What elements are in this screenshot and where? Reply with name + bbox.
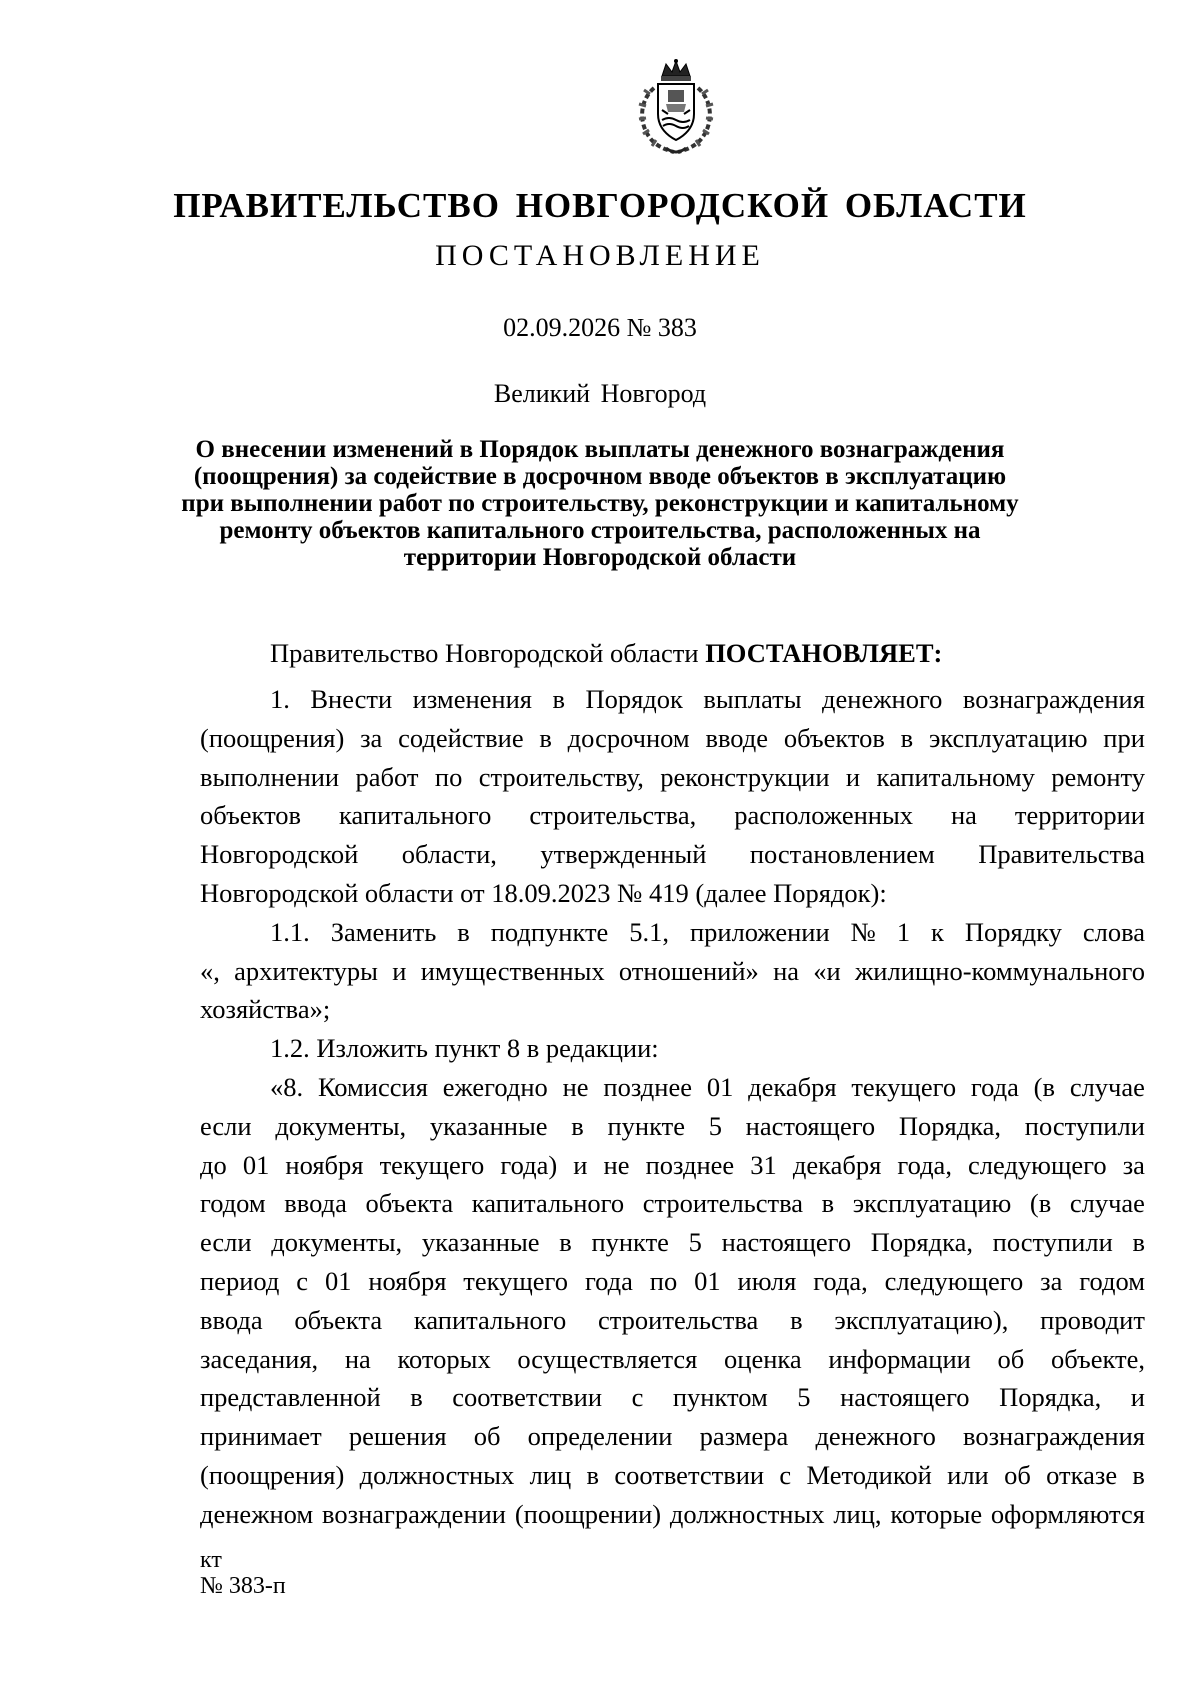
body-lines — [200, 680, 1145, 1534]
word: к — [931, 916, 944, 947]
word: декабря — [792, 1149, 882, 1180]
word: при — [1103, 722, 1145, 753]
body-line — [200, 1223, 1145, 1262]
word: № — [850, 916, 876, 947]
document-city: Великий Новгород — [493, 379, 707, 408]
word: 01 — [324, 1265, 352, 1296]
word: года — [970, 1071, 1019, 1102]
word: которые — [890, 1498, 983, 1529]
word: ноября — [368, 1265, 447, 1296]
word: отношений» — [618, 955, 759, 986]
word: года — [584, 1265, 633, 1296]
word: ноября — [285, 1149, 364, 1180]
word: 31 — [750, 1149, 777, 1180]
body-line — [200, 913, 1145, 952]
word: Внести — [310, 684, 393, 714]
word: вознаграждения — [963, 1421, 1145, 1452]
word: документы, — [271, 1227, 403, 1258]
word: постановлением — [749, 839, 935, 870]
word: отказе — [1046, 1459, 1118, 1490]
word: поступили — [1024, 1110, 1145, 1141]
body-line — [200, 952, 1145, 991]
word: размера — [699, 1421, 789, 1452]
word: объекта — [294, 1304, 383, 1335]
word: осуществляется — [517, 1343, 698, 1374]
word: 5 — [708, 1110, 722, 1141]
word: объекта — [365, 1188, 454, 1219]
word: имущественных — [420, 955, 605, 986]
word: Порядку — [964, 916, 1062, 947]
coat-of-arms-icon — [632, 58, 720, 156]
document-date-number: 02.09.2026 № 383 — [503, 313, 697, 342]
word: настоящего — [745, 1110, 876, 1141]
word: 5 — [688, 1227, 702, 1258]
word: денежного — [822, 684, 943, 714]
word: в — [457, 916, 470, 947]
word: содействие — [398, 722, 524, 753]
body-line — [200, 1301, 1145, 1340]
word: приложении — [689, 916, 830, 947]
word: капитальному — [876, 761, 1035, 792]
word: и — [1130, 1382, 1145, 1413]
word: (в — [1033, 1071, 1055, 1102]
word: на — [950, 800, 977, 831]
word: текущего — [463, 1265, 569, 1296]
word: позднее — [603, 1071, 692, 1102]
subject-line: территории Новгородской области — [403, 544, 797, 571]
word: не — [603, 1149, 630, 1180]
body-line — [200, 680, 1145, 719]
word: пункте — [607, 1110, 685, 1141]
subject-line: при выполнении работ по строительству, реконструкции и капитальному — [181, 490, 1019, 517]
word: об — [473, 1421, 501, 1452]
body-line — [200, 1417, 1145, 1456]
word: определении — [527, 1421, 673, 1452]
word: Новгородской — [200, 839, 359, 870]
word: за — [360, 722, 383, 753]
word: «8. — [270, 1071, 304, 1102]
word: в — [539, 722, 552, 753]
word: пунктом — [672, 1382, 768, 1413]
word: если — [200, 1110, 252, 1141]
word: объекте, — [1050, 1343, 1145, 1374]
word: ввода — [200, 1304, 263, 1335]
word: оценка — [724, 1343, 802, 1374]
word: случае — [1069, 1188, 1145, 1219]
preamble — [200, 634, 1145, 680]
preamble-emphasis: ПОСТАНОВЛЯЕТ: — [705, 638, 943, 668]
word: вводе — [705, 722, 769, 753]
word: июля — [737, 1265, 797, 1296]
word: строительства — [642, 1188, 804, 1219]
word: и — [573, 1149, 588, 1180]
word: в — [790, 1304, 803, 1335]
word: Методикой — [806, 1459, 932, 1490]
word: лиц, — [833, 1498, 882, 1529]
word: подпункте — [490, 916, 609, 947]
word: Порядка, — [870, 1227, 973, 1258]
word: 5.1, — [629, 916, 670, 947]
body-line: 1.2. Изложить пункт 8 в редакции: — [270, 1033, 659, 1064]
word: декабря — [748, 1071, 837, 1102]
body-line — [200, 835, 1145, 874]
word: объектов — [783, 722, 885, 753]
word: Правительства — [978, 839, 1145, 870]
word: представленной — [200, 1382, 381, 1413]
word: и — [392, 955, 407, 986]
word: Порядок — [585, 684, 683, 714]
body-line — [200, 719, 1145, 758]
word: об — [997, 1343, 1025, 1374]
body-line — [200, 1495, 1145, 1534]
word: за — [1040, 1265, 1063, 1296]
word: принимает — [200, 1421, 322, 1452]
word: в — [586, 1459, 599, 1490]
word: указанные — [421, 1227, 540, 1258]
word: и — [845, 761, 861, 792]
document-type: ПОСТАНОВЛЕНИЕ — [435, 239, 765, 272]
word: капитального — [471, 1188, 625, 1219]
word: изменения — [412, 684, 532, 714]
body-line — [200, 1340, 1145, 1379]
word: должностных — [359, 1459, 515, 1490]
word: 5 — [797, 1382, 811, 1413]
word: с — [631, 1382, 644, 1413]
word: позднее — [645, 1149, 735, 1180]
word: расположенных — [734, 800, 913, 831]
word: соответствии — [614, 1459, 765, 1490]
word: ремонту — [1051, 761, 1145, 792]
word: (поощрении) — [514, 1498, 662, 1529]
word: в — [900, 722, 914, 753]
word: в — [571, 1110, 584, 1141]
word: Порядка, — [999, 1382, 1102, 1413]
word: года) — [500, 1149, 558, 1180]
word: (в — [1029, 1188, 1052, 1219]
word: работ — [355, 761, 419, 792]
word: не — [562, 1071, 589, 1102]
word: капитального — [413, 1304, 567, 1335]
body-line — [200, 1456, 1145, 1495]
word: выплаты — [703, 684, 802, 714]
word: проводит — [1040, 1304, 1145, 1335]
word: 1.1. — [270, 916, 310, 947]
word: денежном — [200, 1498, 314, 1529]
word: оформляются — [990, 1498, 1145, 1529]
subject-line: (поощрения) за содействие в досрочном вводе объектов в эксплуатацию — [193, 463, 1007, 490]
word: на — [344, 1343, 371, 1374]
word: денежного — [815, 1421, 936, 1452]
word: период — [200, 1265, 280, 1296]
word: вознаграждения — [962, 684, 1145, 714]
word: с — [296, 1265, 309, 1296]
word: 01 — [706, 1071, 734, 1102]
word: указанные — [429, 1110, 548, 1141]
word: лиц — [529, 1459, 572, 1490]
word: которых — [397, 1343, 491, 1374]
word: капитального — [339, 800, 492, 831]
word: строительству, — [478, 761, 644, 792]
word: с — [779, 1459, 792, 1490]
word: по — [649, 1265, 678, 1296]
word: жилищно-коммунального — [854, 955, 1145, 986]
word: 1. — [270, 684, 290, 714]
word: за — [1122, 1149, 1145, 1180]
word: (поощрения) — [200, 722, 345, 753]
body-line — [200, 1378, 1145, 1417]
word: эксплуатацию — [928, 722, 1088, 753]
word: в — [821, 1188, 835, 1219]
word: территории — [1014, 800, 1145, 831]
body-line — [200, 796, 1145, 835]
body-line — [200, 1184, 1145, 1223]
subject-line: ремонту объектов капитального строительства, расположенных на — [219, 517, 981, 544]
word: (поощрения) — [200, 1459, 345, 1490]
word: следующего — [968, 1149, 1107, 1180]
word: годом — [200, 1188, 266, 1219]
footer-number: № 383-п — [200, 1573, 286, 1599]
word: эксплуатацию — [852, 1188, 1012, 1219]
word: настоящего — [721, 1227, 852, 1258]
word: строительства — [598, 1304, 759, 1335]
word: до — [200, 1149, 227, 1180]
word: досрочном — [567, 722, 690, 753]
document-body — [200, 634, 1145, 1534]
footer-initials: кт — [200, 1547, 222, 1573]
word: выполнении — [200, 761, 340, 792]
word: поступили — [992, 1227, 1113, 1258]
word: объектов — [200, 800, 302, 831]
word: в — [1132, 1227, 1145, 1258]
word: года, — [897, 1149, 952, 1180]
body-line — [200, 1068, 1145, 1107]
word: 01 — [694, 1265, 721, 1296]
word: Порядка, — [898, 1110, 1002, 1141]
word: если — [200, 1227, 252, 1258]
word: эксплуатацию), — [834, 1304, 1009, 1335]
word: в — [1132, 1459, 1145, 1490]
word: ежегодно — [442, 1071, 548, 1102]
word: реконструкции — [660, 761, 830, 792]
word: года, — [813, 1265, 868, 1296]
word: «, — [200, 955, 220, 986]
word: утвержденный — [540, 839, 707, 870]
word: ввода — [284, 1188, 347, 1219]
document-subject — [140, 436, 1060, 571]
word: текущего — [851, 1071, 957, 1102]
word: слова — [1082, 916, 1145, 947]
body-line — [200, 1146, 1145, 1185]
word: в — [552, 684, 565, 714]
word: на — [773, 955, 800, 986]
word: информации — [828, 1343, 971, 1374]
body-line — [200, 1107, 1145, 1146]
word: архитектуры — [234, 955, 378, 986]
body-line — [200, 1262, 1145, 1301]
word: настоящего — [840, 1382, 970, 1413]
body-line: хозяйства»; — [200, 994, 331, 1025]
word: вознаграждении — [322, 1498, 506, 1529]
subject-line: О внесении изменений в Порядок выплаты денежного вознаграждения — [195, 436, 1005, 463]
word: области, — [401, 839, 497, 870]
word: по — [434, 761, 463, 792]
word: Комиссия — [317, 1071, 428, 1102]
word: Заменить — [330, 916, 437, 947]
word: случае — [1069, 1071, 1145, 1102]
word: об — [1004, 1459, 1031, 1490]
word: текущего — [379, 1149, 485, 1180]
preamble-text: Правительство Новгородской области — [270, 638, 706, 668]
word: документы, — [275, 1110, 407, 1141]
word: должностных — [669, 1498, 825, 1529]
word: «и — [813, 955, 841, 986]
word: 1 — [896, 916, 911, 947]
word: или — [947, 1459, 989, 1490]
word: заседания, — [200, 1343, 319, 1374]
word: пункте — [591, 1227, 669, 1258]
word: соответствии — [452, 1382, 603, 1413]
document-footer — [200, 1547, 286, 1599]
word: в — [410, 1382, 423, 1413]
word: в — [559, 1227, 572, 1258]
word: решения — [348, 1421, 447, 1452]
word: строительства, — [529, 800, 697, 831]
body-line: Новгородской области от 18.09.2023 № 419 (далее Порядок): — [200, 877, 887, 908]
word: следующего — [884, 1265, 1024, 1296]
government-title: ПРАВИТЕЛЬСТВО НОВГОРОДСКОЙ ОБЛАСТИ — [173, 186, 1027, 225]
word: 01 — [242, 1149, 270, 1180]
word: годом — [1079, 1265, 1145, 1296]
body-line — [200, 758, 1145, 797]
